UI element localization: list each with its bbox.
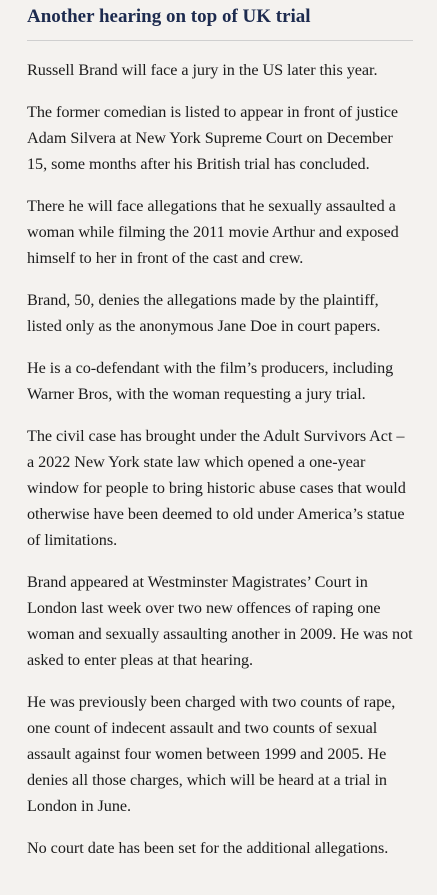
article-paragraph: He was previously been charged with two counts of rape, one count of indecent assault and two counts of sexual assault against four women between 1999 and 2005. He denies all those charges, which will be heard at a trial in London in June. <box>27 693 396 815</box>
article-paragraph: There he will face allegations that he sexually assaulted a woman while filming the 2011 movie Arthur and exposed himself to her in front of the cast and crew. <box>27 197 399 267</box>
heading-divider <box>27 40 413 41</box>
article-paragraph: He is a co-defendant with the film’s producers, including Warner Bros, with the woman requesting a jury trial. <box>27 359 394 403</box>
article-paragraph: The former comedian is listed to appear in front of justice Adam Silvera at New York Supreme Court on December 15, some months after his British trial has concluded. <box>27 103 399 173</box>
article-paragraph: Brand, 50, denies the allegations made by the plaintiff, listed only as the anonymous Jane Doe in court papers. <box>27 291 381 335</box>
article-paragraph: Russell Brand will face a jury in the US later this year. <box>27 61 378 79</box>
article-paragraph: Brand appeared at Westminster Magistrates’ Court in London last week over two new offences of raping one woman and sexually assaulting another in 2009. He was not asked to enter pleas at that hearing. <box>27 573 413 669</box>
article-paragraph: The civil case has brought under the Adult Survivors Act – a 2022 New York state law which opened a one-year window for people to bring historic abuse cases that would otherwise have been deemed to old under America’s statue of limitations. <box>27 427 406 549</box>
article-paragraph: No court date has been set for the additional allegations. <box>27 839 389 857</box>
article-subheading: Another hearing on top of UK trial <box>27 6 311 27</box>
article-body <box>27 0 413 861</box>
